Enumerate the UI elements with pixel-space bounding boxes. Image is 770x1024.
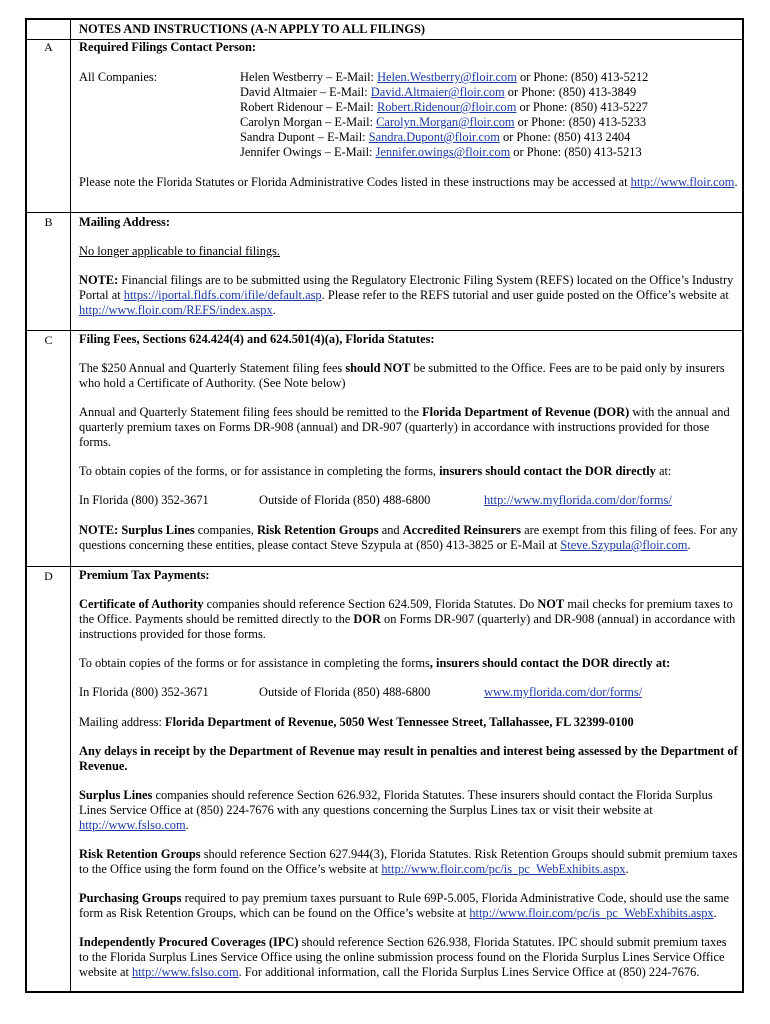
punctuation: .	[185, 818, 189, 832]
coa-paragraph	[79, 597, 739, 642]
text: be submitted to the Office. Fees are to be paid only by insurers who hold a Certificate of Authority. (See Note below)	[79, 361, 725, 390]
ipc-paragraph	[79, 935, 739, 980]
emphasis: Surplus Lines	[79, 788, 153, 802]
punctuation: .	[734, 175, 738, 189]
punctuation: .	[272, 303, 276, 317]
row-divider-a-b	[27, 212, 742, 213]
mailing-address	[79, 715, 739, 730]
surplus-lines-paragraph	[79, 788, 739, 833]
refs-note	[79, 273, 739, 318]
text: required to pay premium taxes pursuant to Rule 69P-5.005, Florida Administrative Code, should use the same form as Risk Retention Groups, which can be found on the Office’s website at	[79, 891, 729, 920]
page-title: NOTES AND INSTRUCTIONS (A-N APPLY TO ALL FILINGS)	[79, 22, 425, 36]
section-c-heading: Filing Fees	[79, 332, 137, 346]
section-c	[79, 332, 739, 567]
text: with the annual and quarterly premium taxes on Forms DR-908 (annual) and DR-907 (quarterly) in accordance with instructions provided for those forms.	[79, 405, 730, 449]
contact-email-link[interactable]: Robert.Ridenour@floir.com	[376, 100, 517, 114]
emphasis: Certificate of Authority	[79, 597, 204, 611]
header-title-row	[79, 22, 739, 37]
contact-name: Carolyn Morgan – E-Mail:	[240, 115, 377, 129]
text: companies should reference Section 626.932, Florida Statutes. These insurers should contact the Florida Surplus Lines Service Office at (850) 224-7676 with any questions concerning the Surplus Lines tax or visit their website at	[79, 788, 713, 817]
section-b-heading: Mailing Address:	[79, 215, 170, 229]
section-a-letter: A	[44, 40, 53, 54]
contacts-block	[79, 70, 739, 160]
in-florida-phone: In Florida (800) 352-3671	[79, 685, 209, 699]
in-florida-phone: In Florida (800) 352-3671	[79, 493, 209, 507]
refs-note-text: . Please refer to the REFS tutorial and user guide posted on the Office’s website at	[321, 288, 729, 302]
floir-link[interactable]: http://www.floir.com	[630, 175, 735, 189]
text: on Forms DR-907 (quarterly) and DR-908 (annual) in accordance with instructions provided for those forms.	[79, 612, 736, 641]
text: should reference Section 626.938, Florida Statutes. IPC should submit premium taxes to the Florida Surplus Lines Service Office using the online submission process found on the Florida Surplus Lines Service Office website at	[79, 935, 727, 979]
instructions-table	[25, 18, 744, 993]
section-b	[79, 215, 739, 332]
exempt-note	[79, 523, 739, 553]
emphasis: Florida Department of Revenue (DOR)	[422, 405, 630, 419]
address: Florida Department of Revenue, 5050 West Tennessee Street, Tallahassee, FL 32399-0100	[165, 715, 634, 729]
web-exhibits-link[interactable]: http://www.floir.com/pc/is_pc_WebExhibits.aspx	[469, 906, 714, 920]
text: should reference Section 627.944(3), Florida Statutes. Risk Retention Groups should submit premium taxes to the Office using the form found on the Office’s website at	[79, 847, 738, 876]
emphasis: Risk Retention Groups	[256, 523, 379, 537]
contact-row	[240, 130, 648, 145]
text: The $250 Annual and Quarterly Statement filing fees	[79, 361, 346, 375]
emphasis: NOT	[537, 597, 565, 611]
emphasis: Purchasing Groups	[79, 891, 182, 905]
web-exhibits-link[interactable]: http://www.floir.com/pc/is_pc_WebExhibits.aspx	[381, 862, 626, 876]
contact-name: Sandra Dupont – E-Mail:	[240, 130, 369, 144]
text: To obtain copies of the forms, or for assistance in completing the forms,	[79, 464, 440, 478]
section-a	[79, 40, 739, 204]
statutes-note	[79, 175, 739, 190]
fslso-link[interactable]: http://www.fslso.com	[132, 965, 239, 979]
refs-note-text: Financial filings are to be submitted using the Regulatory Electronic Filing System (REFS) located on the Office’s Industry Portal at	[79, 273, 734, 302]
contact-email-link[interactable]: Sandra.Dupont@floir.com	[368, 130, 500, 144]
dor-contact-row	[79, 685, 739, 700]
note-label: NOTE:	[79, 273, 119, 287]
note-label: NOTE: Surplus Lines	[79, 523, 195, 537]
section-d-heading: Premium Tax Payments:	[79, 568, 210, 582]
contact-row	[240, 100, 648, 115]
punctuation: .	[687, 538, 691, 552]
obtain-forms-paragraph	[79, 656, 739, 671]
text: To obtain copies of the forms or for assistance in completing the forms	[79, 656, 430, 670]
rrg-paragraph	[79, 847, 739, 877]
filing-fee-paragraph	[79, 361, 739, 391]
contact-name: Jennifer Owings – E-Mail:	[240, 145, 376, 159]
contact-phone: or Phone: (850) 413-5227	[516, 100, 648, 114]
text: are exempt from this filing of fees. For any questions concerning these entities, please contact Steve Szypula at (850) 413-3825 or E-Mail at	[79, 523, 738, 552]
dor-forms-link[interactable]: http://www.myflorida.com/dor/forms/	[484, 493, 672, 507]
contact-phone: or Phone: (850) 413-3849	[504, 85, 637, 99]
contact-phone: or Phone: (850) 413-5212	[516, 70, 649, 84]
section-c-heading-rest: , Sections 624.424(4) and 624.501(4)(a), Florida Statutes:	[136, 332, 435, 346]
contact-email-link[interactable]: Helen.Westberry@floir.com	[377, 70, 517, 84]
purchasing-groups-paragraph	[79, 891, 739, 921]
section-c-letter: C	[44, 333, 53, 347]
dor-contact-row	[79, 493, 739, 508]
emphasis: insurers should contact the DOR directly	[439, 464, 656, 478]
emphasis: Risk Retention Groups	[79, 847, 201, 861]
contact-name: Helen Westberry – E-Mail:	[240, 70, 378, 84]
text: mail checks for premium taxes to the Office. Payments should be remitted directly to the	[79, 597, 733, 626]
refs-index-link[interactable]: http://www.floir.com/REFS/index.aspx	[79, 303, 273, 317]
emphasis: Independently Procured Coverages (IPC)	[79, 935, 299, 949]
text: and	[378, 523, 403, 537]
szypula-email-link[interactable]: Steve.Szypula@floir.com	[560, 538, 688, 552]
text: companies should reference Section 624.509, Florida Statutes. Do	[203, 597, 538, 611]
column-divider	[70, 20, 71, 991]
outside-florida-phone: Outside of Florida (850) 488-6800	[259, 493, 431, 507]
emphasis: , insurers should contact the DOR directly at:	[429, 656, 671, 670]
statutes-note-text: Please note the Florida Statutes or Florida Administrative Codes listed in these instructions may be accessed at	[79, 175, 631, 189]
contact-phone: or Phone: (850) 413-5213	[510, 145, 642, 159]
section-d	[79, 568, 739, 994]
punctuation: .	[713, 906, 717, 920]
punctuation: .	[625, 862, 629, 876]
contact-row	[240, 70, 648, 85]
contact-row	[240, 115, 648, 130]
text: at:	[655, 464, 672, 478]
contact-email-link[interactable]: David.Altmaier@floir.com	[370, 85, 505, 99]
contact-row	[240, 145, 648, 160]
text: Annual and Quarterly Statement filing fees should be remitted to the	[79, 405, 423, 419]
contact-email-link[interactable]: Jennifer.owings@floir.com	[375, 145, 511, 159]
text: . For additional information, call the Florida Surplus Lines Service Office at (850) 224-7676.	[238, 965, 700, 979]
emphasis: Accredited Reinsurers	[402, 523, 521, 537]
contact-name: David Altmaier – E-Mail:	[240, 85, 371, 99]
contact-email-link[interactable]: Carolyn.Morgan@floir.com	[376, 115, 515, 129]
section-d-letter: D	[44, 569, 53, 583]
contact-list	[240, 70, 648, 160]
contact-phone: or Phone: (850) 413 2404	[499, 130, 631, 144]
no-longer-applicable: No longer applicable to financial filings.	[79, 244, 280, 258]
delays-warning: Any delays in receipt by the Department of Revenue may result in penalties and interest being assessed by the Department of Revenue.	[79, 744, 738, 773]
remit-paragraph	[79, 405, 739, 450]
text: companies,	[194, 523, 257, 537]
iportal-link[interactable]: https://iportal.fldfs.com/ifile/default.asp	[123, 288, 322, 302]
section-b-letter: B	[44, 215, 53, 229]
fslso-link[interactable]: http://www.fslso.com	[79, 818, 186, 832]
contact-phone: or Phone: (850) 413-5233	[514, 115, 647, 129]
obtain-forms-paragraph	[79, 464, 739, 479]
emphasis: DOR	[353, 612, 381, 626]
section-a-heading: Required Filings Contact Person:	[79, 40, 257, 54]
all-companies-label: All Companies:	[79, 70, 158, 84]
contact-row	[240, 85, 648, 100]
contact-name: Robert Ridenour – E-Mail:	[240, 100, 377, 114]
text: Mailing address:	[79, 715, 166, 729]
outside-florida-phone: Outside of Florida (850) 488-6800	[259, 685, 431, 699]
emphasis: should NOT	[345, 361, 411, 375]
dor-forms-link[interactable]: www.myflorida.com/dor/forms/	[484, 685, 643, 699]
